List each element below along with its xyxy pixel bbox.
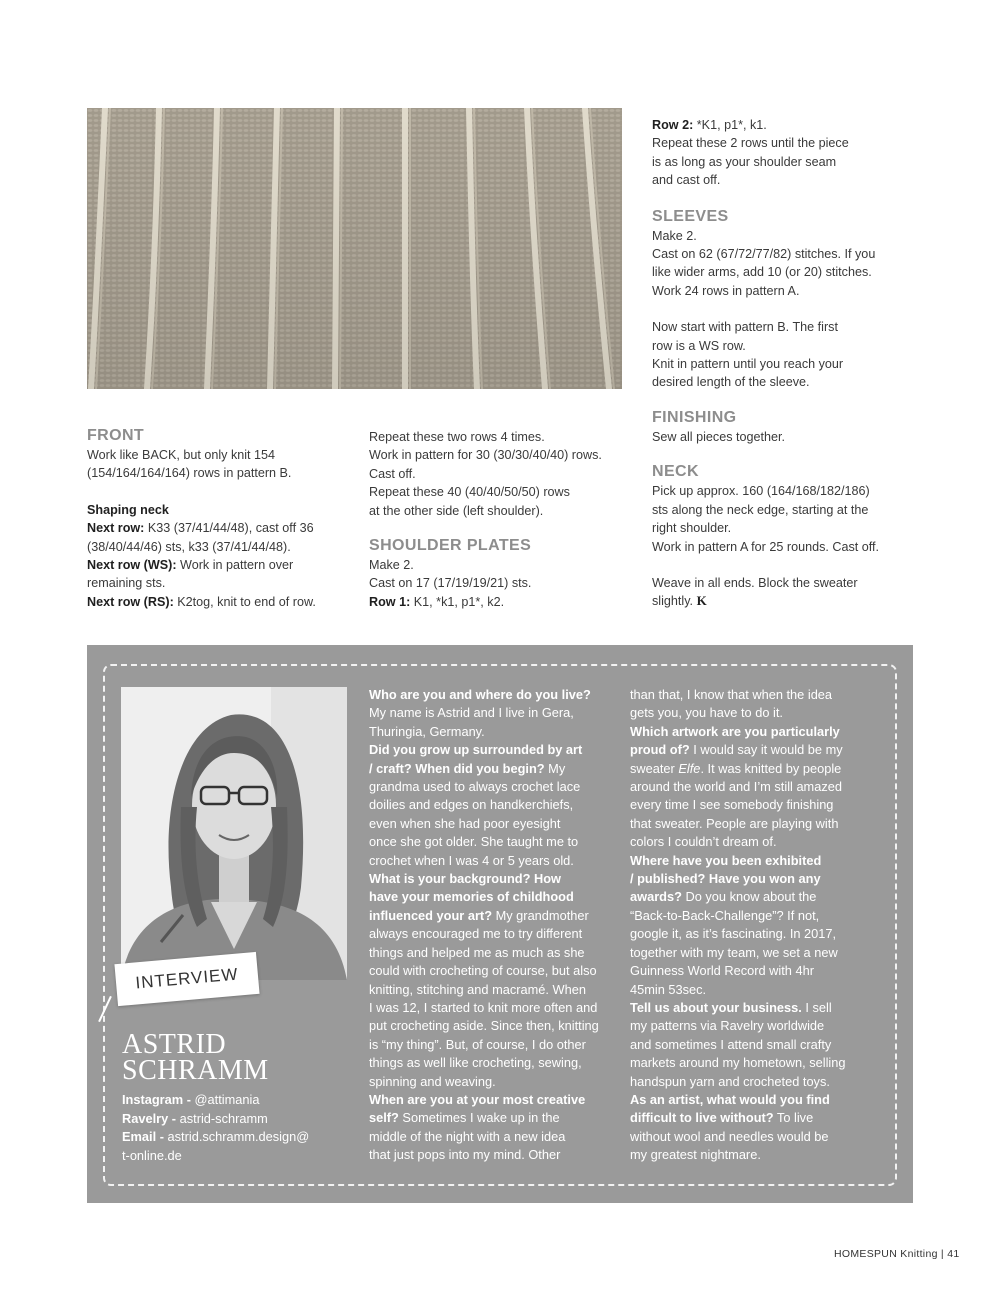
next-row-line: (38/40/44/46) sts, k33 (37/41/44/48). <box>87 539 291 554</box>
interview-question: / published? Have you won any <box>630 871 821 887</box>
interview-question: Who are you and where do you live? <box>369 687 591 702</box>
portrait-graphic <box>121 687 347 980</box>
neck-line: Work in pattern A for 25 rounds. Cast off. <box>652 539 880 554</box>
interview-question: As an artist, what would you find <box>630 1091 830 1107</box>
instagram-handle: @attimania <box>190 1092 260 1107</box>
interview-answer: Sometimes I wake up in the <box>398 1110 560 1126</box>
interview-answer: My grandmother <box>492 907 589 923</box>
interview-line <box>369 1146 619 1164</box>
interview-line <box>630 962 880 980</box>
interview-answer: markets around my hometown, selling <box>630 1055 846 1071</box>
sleeves-line: like wider arms, add 10 (or 20) stitches. <box>652 265 872 280</box>
interview-answer: I sell <box>801 999 832 1015</box>
ravelry-line <box>122 1110 309 1129</box>
page-number: 41 <box>947 1248 960 1260</box>
interview-line <box>369 815 619 833</box>
interview-line <box>369 1073 619 1091</box>
interview-question: Tell us about your business. <box>630 999 802 1015</box>
interview-line <box>630 888 880 906</box>
interview-line <box>369 1054 619 1072</box>
interview-question: have your memories of childhood <box>369 889 574 905</box>
interview-line <box>369 999 619 1017</box>
interview-answer: “Back-to-Back-Challenge”? If not, <box>630 907 820 923</box>
interview-answer: My <box>544 760 566 776</box>
finishing-heading: FINISHING <box>652 408 737 426</box>
neck-line: right shoulder. <box>652 521 732 536</box>
interview-answer: even when she had poor eyesight <box>369 815 561 831</box>
interview-line <box>630 1036 880 1054</box>
interview-question: self? <box>369 1110 399 1126</box>
interview-line <box>369 981 619 999</box>
row2-text: *K1, p1*, k1. <box>693 118 767 132</box>
interview-line <box>630 981 880 999</box>
interview-answer: My name is Astrid and I live in Gera, <box>369 705 574 721</box>
interview-answer: I would say it would be my <box>689 742 843 758</box>
end-mark: K <box>696 593 707 609</box>
interview-column-2 <box>630 686 880 1165</box>
interview-line <box>630 704 880 722</box>
sleeves-line: Knit in pattern until you reach your <box>652 357 844 372</box>
interview-answer: I was 12, I started to knit more often and <box>369 999 598 1015</box>
next-row-rs-text: K2tog, knit to end of row. <box>173 594 316 609</box>
footer-brand: HOMESPUN <box>834 1248 898 1260</box>
interview-column-1 <box>369 686 619 1165</box>
portrait-photo <box>121 687 347 980</box>
finishing-text: Sew all pieces together. <box>652 429 786 444</box>
interview-answer: gets you, you have to do it. <box>630 705 783 721</box>
next-row-ws-text: Work in pattern over <box>176 558 294 573</box>
front-line: Work like BACK, but only knit 154 <box>87 448 276 462</box>
email-line <box>122 1128 309 1147</box>
interview-line <box>630 870 880 888</box>
interview-line <box>630 778 880 796</box>
front-line: (154/164/164/164) rows in pattern B. <box>87 466 292 481</box>
contact-info <box>122 1091 309 1165</box>
interview-answer: always encouraged me to try different <box>369 926 583 942</box>
email-line-2: t-online.de <box>122 1147 182 1163</box>
middle-column <box>369 428 629 611</box>
repeat-line: Repeat these 2 rows until the piece <box>652 136 849 151</box>
interview-line <box>369 1109 619 1127</box>
interview-answer: together with my team, we set a new <box>630 944 838 960</box>
interview-answer: colors I couldn’t dream of. <box>630 834 777 850</box>
interview-answer: To live <box>773 1110 814 1126</box>
interview-line <box>369 1036 619 1054</box>
interview-line <box>369 741 619 759</box>
interview-answer: than that, I know that when the idea <box>630 687 833 702</box>
instagram-line <box>122 1091 309 1110</box>
interview-question: difficult to live without? <box>630 1110 774 1126</box>
next-row-label: Next row: <box>87 521 145 536</box>
shaping-neck-heading: Shaping neck <box>87 502 169 517</box>
front-column <box>87 426 347 611</box>
interview-line <box>369 723 619 741</box>
interview-answer: doilies and edges on handkerchiefs, <box>369 797 574 813</box>
footer-brand-sub: Knitting <box>897 1248 938 1260</box>
weave-line <box>652 592 922 610</box>
interview-answer: google it, as it’s fascinating. In 2017, <box>630 926 837 942</box>
plates-line: Make 2. <box>369 558 414 573</box>
sleeves-heading: SLEEVES <box>652 207 729 225</box>
sleeves-line: Now start with pattern B. The first <box>652 320 838 335</box>
interview-line <box>369 870 619 888</box>
interviewee-name <box>122 1029 269 1086</box>
interview-line <box>630 1109 880 1127</box>
interview-line <box>369 1017 619 1035</box>
interview-question: What is your background? How <box>369 871 561 887</box>
interview-line <box>630 686 880 704</box>
knit-texture-graphic <box>87 108 622 389</box>
interview-answer: Thuringia, Germany. <box>369 723 485 739</box>
interview-line <box>369 796 619 814</box>
sleeves-line: Work 24 rows in pattern A. <box>652 283 800 298</box>
next-row-line <box>87 519 347 537</box>
neck-line: Pick up approx. 160 (164/168/182/186) <box>652 484 870 499</box>
page-footer <box>834 1245 959 1263</box>
next-row-text: K33 (37/41/44/48), cast off 36 <box>144 521 314 536</box>
interview-line <box>369 760 619 778</box>
row1-line <box>369 593 629 611</box>
interview-answer: sweater <box>630 760 679 776</box>
interview-line <box>630 1128 880 1146</box>
interview-line <box>630 815 880 833</box>
interview-line <box>369 944 619 962</box>
interview-line <box>630 944 880 962</box>
plates-line: Cast on 17 (17/19/19/21) sts. <box>369 576 532 591</box>
interview-question: / craft? When did you begin? <box>369 760 545 776</box>
front-heading: FRONT <box>87 427 145 444</box>
interview-line <box>630 796 880 814</box>
interview-answer: that just pops into my mind. Other <box>369 1147 561 1163</box>
interview-question: Where have you been exhibited <box>630 852 822 868</box>
interview-answer: grandma used to always crochet lace <box>369 779 581 795</box>
interview-line <box>630 1073 880 1091</box>
interview-answer: handspun yarn and crocheted toys. <box>630 1073 830 1089</box>
repeat-line: is as long as your shoulder seam <box>652 154 837 169</box>
interview-question: Did you grow up surrounded by art <box>369 742 583 758</box>
neck-line: sts along the neck edge, starting at the <box>652 502 869 517</box>
interview-line <box>369 833 619 851</box>
interview-answer: and sometimes I attend small crafty <box>630 1036 832 1052</box>
interview-answer: crochet when I was 4 or 5 years old. <box>369 852 574 868</box>
interview-line <box>369 1091 619 1109</box>
interview-line <box>630 723 880 741</box>
interview-answer: around the world and I’m still amazed <box>630 779 842 795</box>
interview-answer: without wool and needles would be <box>630 1128 829 1144</box>
middle-line: Work in pattern for 30 (30/30/40/40) rows. <box>369 448 602 463</box>
interview-answer: my greatest nightmare. <box>630 1147 761 1163</box>
middle-line: Cast off. <box>369 466 416 481</box>
weave-text: slightly. <box>652 594 694 609</box>
knit-swatch-photo <box>87 108 622 389</box>
interview-answer: middle of the night with a new idea <box>369 1128 566 1144</box>
next-row-rs-line <box>87 593 347 611</box>
name-line: SCHRAMM <box>122 1055 269 1086</box>
interview-question: influenced your art? <box>369 907 493 923</box>
email-address: astrid.schramm.design@ <box>163 1129 310 1144</box>
name-line: ASTRID <box>122 1029 227 1060</box>
interview-answer: Do you know about the <box>681 889 817 905</box>
row1-label: Row 1: <box>369 594 411 609</box>
interview-answer: things and helped me as much as she <box>369 944 585 960</box>
row2-line <box>652 116 922 134</box>
shoulder-plates-heading: SHOULDER PLATES <box>369 537 532 555</box>
ravelry-handle: astrid-schramm <box>176 1110 268 1126</box>
ravelry-label: Ravelry - <box>122 1110 177 1126</box>
interview-answer: that sweater. People are playing with <box>630 815 839 831</box>
weave-line: Weave in all ends. Block the sweater <box>652 575 858 590</box>
next-row-ws-line: remaining sts. <box>87 576 166 591</box>
interview-answer: could with crocheting of course, but also <box>369 963 597 979</box>
interview-line <box>630 852 880 870</box>
pattern-column-right <box>652 116 922 611</box>
interview-line <box>369 1128 619 1146</box>
interview-line <box>369 962 619 980</box>
interview-line <box>369 852 619 870</box>
interview-line <box>369 704 619 722</box>
email-label: Email - <box>122 1129 164 1144</box>
next-row-ws-line <box>87 556 347 574</box>
row1-text: K1, *k1, p1*, k2. <box>410 594 505 609</box>
interview-answer: my patterns via Ravelry worldwide <box>630 1018 825 1034</box>
interview-answer: once she got older. She taught me to <box>369 834 579 850</box>
interview-line <box>630 1054 880 1072</box>
interview-tag-label: INTERVIEW <box>134 964 240 993</box>
repeat-line: and cast off. <box>652 173 721 188</box>
interview-line <box>630 999 880 1017</box>
interview-answer: every time I see somebody finishing <box>630 797 834 813</box>
interview-answer: put crocheting aside. Since then, knitting <box>369 1018 599 1034</box>
interview-line <box>369 778 619 796</box>
interview-question: proud of? <box>630 742 690 758</box>
interview-answer: is “my thing”. But, of course, I do other <box>369 1036 586 1052</box>
interview-line <box>630 833 880 851</box>
footer-separator: | <box>937 1248 948 1260</box>
instagram-label: Instagram - <box>122 1092 191 1107</box>
interview-answer: 45min 53sec. <box>630 981 707 997</box>
interview-answer: knitting, stitching and macramé. When <box>369 981 586 997</box>
interview-question: awards? <box>630 889 682 905</box>
sleeves-line: row is a WS row. <box>652 338 746 353</box>
interview-line <box>369 925 619 943</box>
interview-line <box>630 1146 880 1164</box>
middle-line: Repeat these two rows 4 times. <box>369 430 545 444</box>
interview-answer: spinning and weaving. <box>369 1073 496 1089</box>
next-row-rs-label: Next row (RS): <box>87 594 174 609</box>
sleeves-line: desired length of the sleeve. <box>652 375 810 390</box>
interview-line <box>630 1091 880 1109</box>
interview-line <box>630 741 880 759</box>
interview-question: Which artwork are you particularly <box>630 723 840 739</box>
interview-answer: . It was knitted by people <box>700 760 842 776</box>
interview-line <box>630 907 880 925</box>
interview-answer: things as well like crocheting, sewing, <box>369 1055 582 1071</box>
neck-heading: NECK <box>652 463 699 481</box>
interview-line <box>369 686 619 704</box>
row2-label: Row 2: <box>652 118 694 132</box>
middle-line: at the other side (left shoulder). <box>369 503 544 518</box>
middle-line: Repeat these 40 (40/40/50/50) rows <box>369 485 570 500</box>
interview-question: When are you at your most creative <box>369 1091 586 1107</box>
interview-answer: Guinness World Record with 4hr <box>630 963 814 979</box>
next-row-ws-label: Next row (WS): <box>87 558 177 573</box>
interview-line <box>630 925 880 943</box>
interview-line <box>369 907 619 925</box>
interview-line <box>630 760 880 778</box>
interview-line <box>630 1017 880 1035</box>
sleeves-line: Make 2. <box>652 228 697 243</box>
interview-line <box>369 888 619 906</box>
sleeves-line: Cast on 62 (67/72/77/82) stitches. If you <box>652 247 876 262</box>
interview-answer-italic: Elfe <box>678 760 701 776</box>
